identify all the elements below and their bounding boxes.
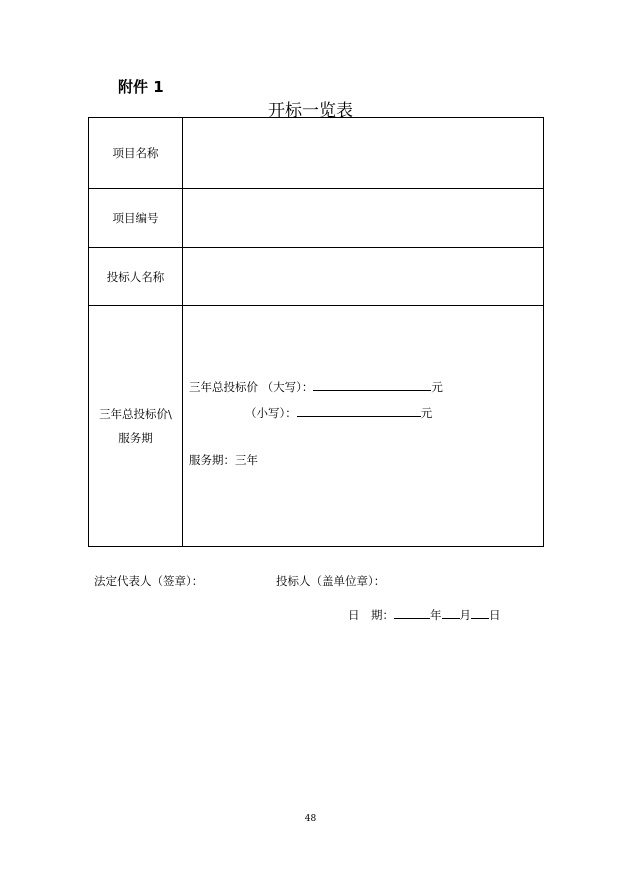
year-blank [394,606,430,619]
price-upper-line [189,378,443,395]
project-name-value [183,118,543,188]
bidder-seal: 投标人（盖单位章）： [276,574,386,588]
table-row-price [89,306,543,546]
date-line [348,606,501,623]
project-number-label: 项目编号 [89,189,183,247]
attachment-label: 附件 1 [118,78,164,96]
month-blank [442,606,460,619]
price-lower-yuan: 元 [420,406,433,420]
service-period: 服务期：三年 [189,453,258,467]
table-row-bidder-name [89,248,543,306]
year-label: 年 [430,608,442,622]
date-label: 日 期： [348,608,394,622]
price-lower-line [245,404,432,421]
price-label-line2: 服务期 [118,431,153,445]
project-name-label: 项目名称 [89,118,183,188]
price-label-line1: 三年总投标价\ [99,407,172,421]
project-number-value [183,189,543,247]
page-title: 开标一览表 [268,101,353,121]
price-value-cell [183,306,543,546]
table-row-project-name [89,118,543,189]
day-blank [471,606,489,619]
table-row-project-number [89,189,543,248]
price-upper-blank [313,378,431,391]
day-label: 日 [489,608,501,622]
bidder-name-label: 投标人名称 [89,248,183,305]
price-lower-blank [297,404,421,417]
bidder-name-value [183,248,543,305]
price-upper-prefix: 三年总投标价 （大写）： [189,380,314,394]
legal-rep-signature: 法定代表人（签章）： [94,574,204,588]
price-label [89,306,183,546]
page-number: 48 [304,814,317,824]
bid-opening-table [88,117,544,547]
month-label: 月 [459,608,471,622]
price-upper-yuan: 元 [431,380,443,394]
price-lower-prefix: （小写）： [245,406,297,420]
